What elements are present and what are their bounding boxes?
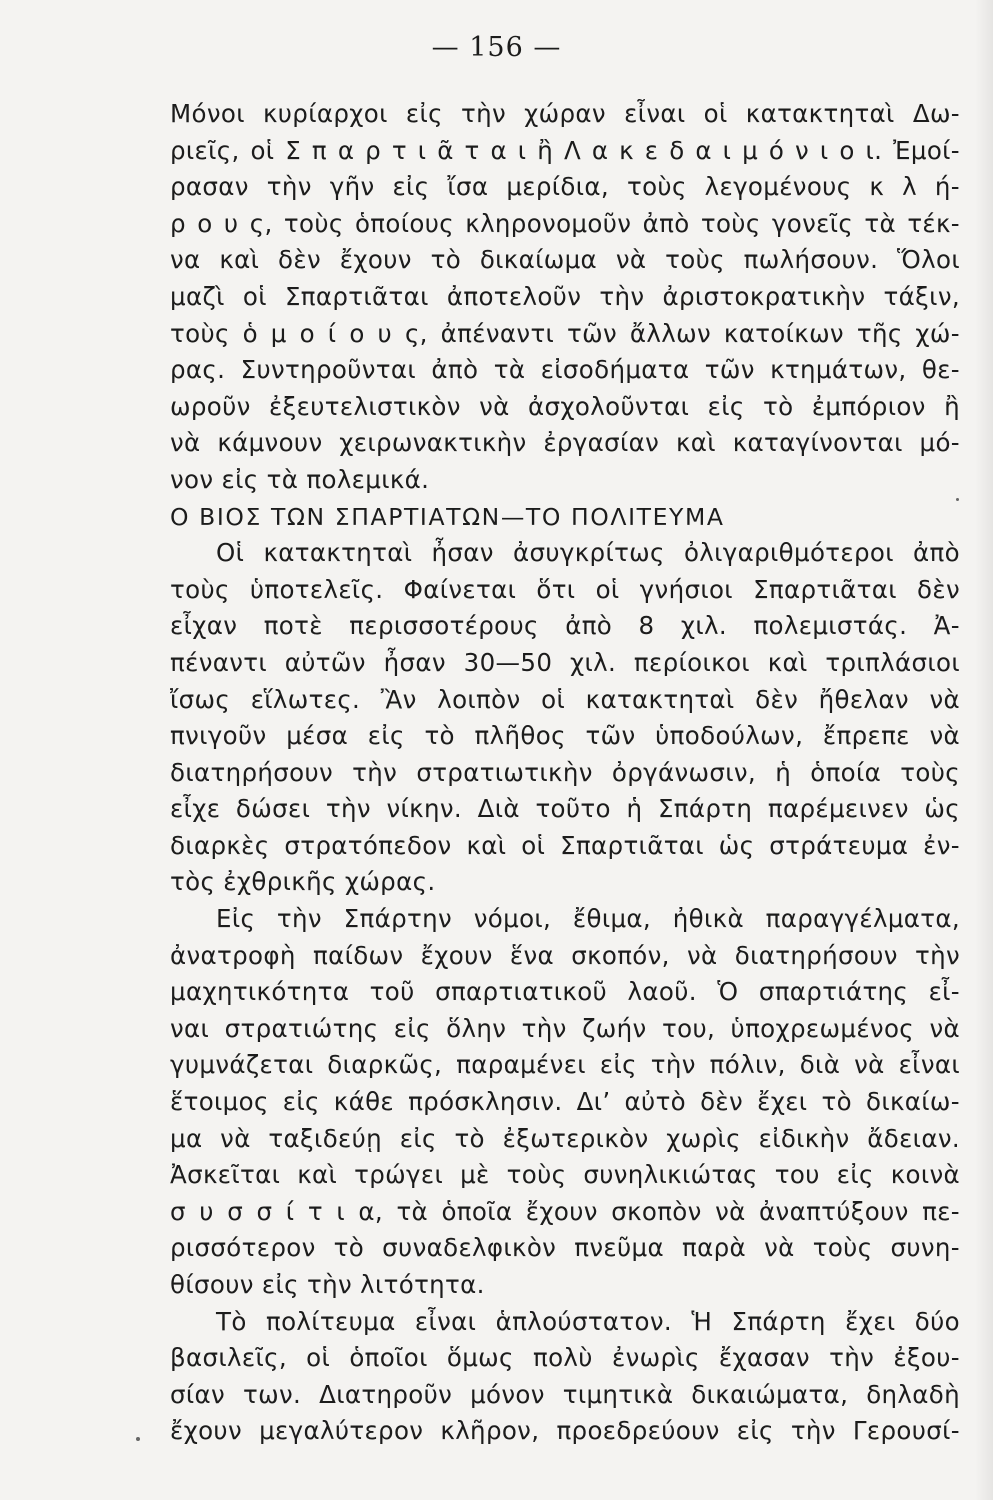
page-number: — 156 — bbox=[431, 32, 562, 63]
text-line: εἶχαν ποτὲ περισσοτέρους ἀπὸ 8 χιλ. πολεμιστάς. Ἀ- bbox=[170, 611, 960, 641]
text-line: ναι στρατιώτης εἰς ὅλην τὴν ζωήν του, ὑποχρεωμένος νὰ bbox=[170, 1013, 960, 1043]
text-line: να καὶ δὲν ἔχουν τὸ δικαίωμα νὰ τοὺς πωλήσουν. Ὅλοι bbox=[170, 245, 960, 275]
text-line: μαζὶ οἱ Σπαρτιᾶται ἀποτελοῦν τὴν ἀριστοκρατικὴν τάξιν, bbox=[170, 281, 960, 311]
text-line: βασιλεῖς, οἱ ὁποῖοι ὅμως πολὺ ἐνωρὶς ἔχασαν τὴν ἐξου- bbox=[170, 1343, 960, 1373]
text-line: θίσουν εἰς τὴν λιτότητα. bbox=[170, 1270, 485, 1299]
text-line: τοὺς ὑποτελεῖς. Φαίνεται ὅτι οἱ γνήσιοι Σπαρτιᾶται δὲν bbox=[170, 574, 960, 604]
section-heading: Ο ΒΙΟΣ ΤΩΝ ΣΠΑΡΤΙΑΤΩΝ—ΤΟ ΠΟΛΙΤΕΥΜΑ bbox=[170, 502, 725, 531]
text-line: σ υ σ σ ί τ ι α, τὰ ὁποῖα ἔχουν σκοπὸν νὰ ἀναπτύξουν πε- bbox=[170, 1196, 960, 1226]
text-line: μαχητικότητα τοῦ σπαρτιατικοῦ λαοῦ. Ὁ σπαρτιάτης εἶ- bbox=[170, 977, 960, 1007]
text-line: τοὺς ὁ μ ο ί ο υ ς, ἀπέναντι τῶν ἄλλων κατοίκων τῆς χώ- bbox=[170, 318, 960, 348]
text-line: διατηρήσουν τὴν στρατιωτικὴν ὀργάνωσιν, ἡ ὁποία τοὺς bbox=[170, 757, 960, 787]
body-text bbox=[170, 96, 960, 1450]
text-line: ριεῖς, οἱ Σ π α ρ τ ι ᾶ τ α ι ἢ Λ α κ ε δ α ι μ ό ν ι ο ι. Ἐμοί- bbox=[170, 135, 960, 165]
text-line: πέναντι αὐτῶν ἦσαν 30—50 χιλ. περίοικοι καὶ τριπλάσιοι bbox=[170, 647, 960, 677]
text-line: γυμνάζεται διαρκῶς, παραμένει εἰς τὴν πόλιν, διὰ νὰ εἶναι bbox=[170, 1050, 960, 1080]
text-line: νον εἰς τὰ πολεμικά. bbox=[170, 464, 430, 494]
text-line: εἶχε δώσει τὴν νίκην. Διὰ τοῦτο ἡ Σπάρτη παρέμεινεν ὡς bbox=[170, 794, 960, 824]
text-line: ἀνατροφὴ παίδων ἔχουν ἕνα σκοπόν, νὰ διατηρήσουν τὴν bbox=[170, 940, 960, 970]
text-line: ρας. Συντηροῦνται ἀπὸ τὰ εἰσοδήματα τῶν κτημάτων, θε- bbox=[170, 355, 960, 385]
text-line: Μόνοι κυρίαρχοι εἰς τὴν χώραν εἶναι οἱ κατακτηταὶ Δω- bbox=[170, 99, 960, 128]
text-line: τὸς ἐχθρικῆς χώρας. bbox=[170, 867, 436, 897]
text-line: σίαν των. Διατηροῦν μόνον τιμητικὰ δικαιώματα, δηλαδὴ bbox=[170, 1379, 960, 1409]
text-line: πνιγοῦν μέσα εἰς τὸ πλῆθος τῶν ὑποδούλων, ἔπρεπε νὰ bbox=[170, 721, 960, 751]
text-line: Οἱ κατακτηταὶ ἦσαν ἀσυγκρίτως ὀλιγαριθμότεροι ἀπὸ bbox=[216, 538, 960, 568]
text-line: ρασαν τὴν γῆν εἰς ἴσα μερίδια, τοὺς λεγομένους κ λ ή- bbox=[170, 172, 960, 202]
text-line: ἕτοιμος εἰς κάθε πρόσκλησιν. Δι’ αὐτὸ δὲν ἔχει τὸ δικαίω- bbox=[170, 1087, 960, 1117]
paper-speck bbox=[136, 1437, 140, 1441]
text-line: Ἀσκεῖται καὶ τρώγει μὲ τοὺς συνηλικιώτας του εἰς κοινὰ bbox=[170, 1160, 960, 1190]
text-line: ωροῦν ἐξευτελιστικὸν νὰ ἀσχολοῦνται εἰς τὸ ἐμπόριον ἢ bbox=[170, 391, 960, 421]
text-line: νὰ κάμνουν χειρωνακτικὴν ἐργασίαν καὶ καταγίνονται μό- bbox=[170, 428, 960, 458]
text-line: μα νὰ ταξιδεύῃ εἰς τὸ ἐξωτερικὸν χωρὶς εἰδικὴν ἄδειαν. bbox=[170, 1123, 960, 1153]
text-line: ἔχουν μεγαλύτερον κλῆρον, προεδρεύουν εἰς τὴν Γερουσί- bbox=[170, 1416, 960, 1446]
text-line: Τὸ πολίτευμα εἶναι ἁπλούστατον. Ἡ Σπάρτη ἔχει δύο bbox=[216, 1306, 960, 1336]
paper-speck bbox=[956, 498, 959, 501]
text-line: ρ ο υ ς, τοὺς ὁποίους κληρονομοῦν ἀπὸ τοὺς γονεῖς τὰ τέκ- bbox=[170, 208, 960, 238]
text-line: ρισσότερον τὸ συναδελφικὸν πνεῦμα παρὰ νὰ τοὺς συνη- bbox=[170, 1233, 960, 1263]
text-line: Εἰς τὴν Σπάρτην νόμοι, ἔθιμα, ἠθικὰ παραγγέλματα, bbox=[216, 904, 960, 934]
page-edge-shadow bbox=[975, 0, 993, 1500]
text-line: ἴσως εἵλωτες. Ἂν λοιπὸν οἱ κατακτηταὶ δὲν ἤθελαν νὰ bbox=[170, 684, 960, 714]
text-line: διαρκὲς στρατόπεδον καὶ οἱ Σπαρτιᾶται ὡς στράτευμα ἐν- bbox=[170, 830, 960, 860]
